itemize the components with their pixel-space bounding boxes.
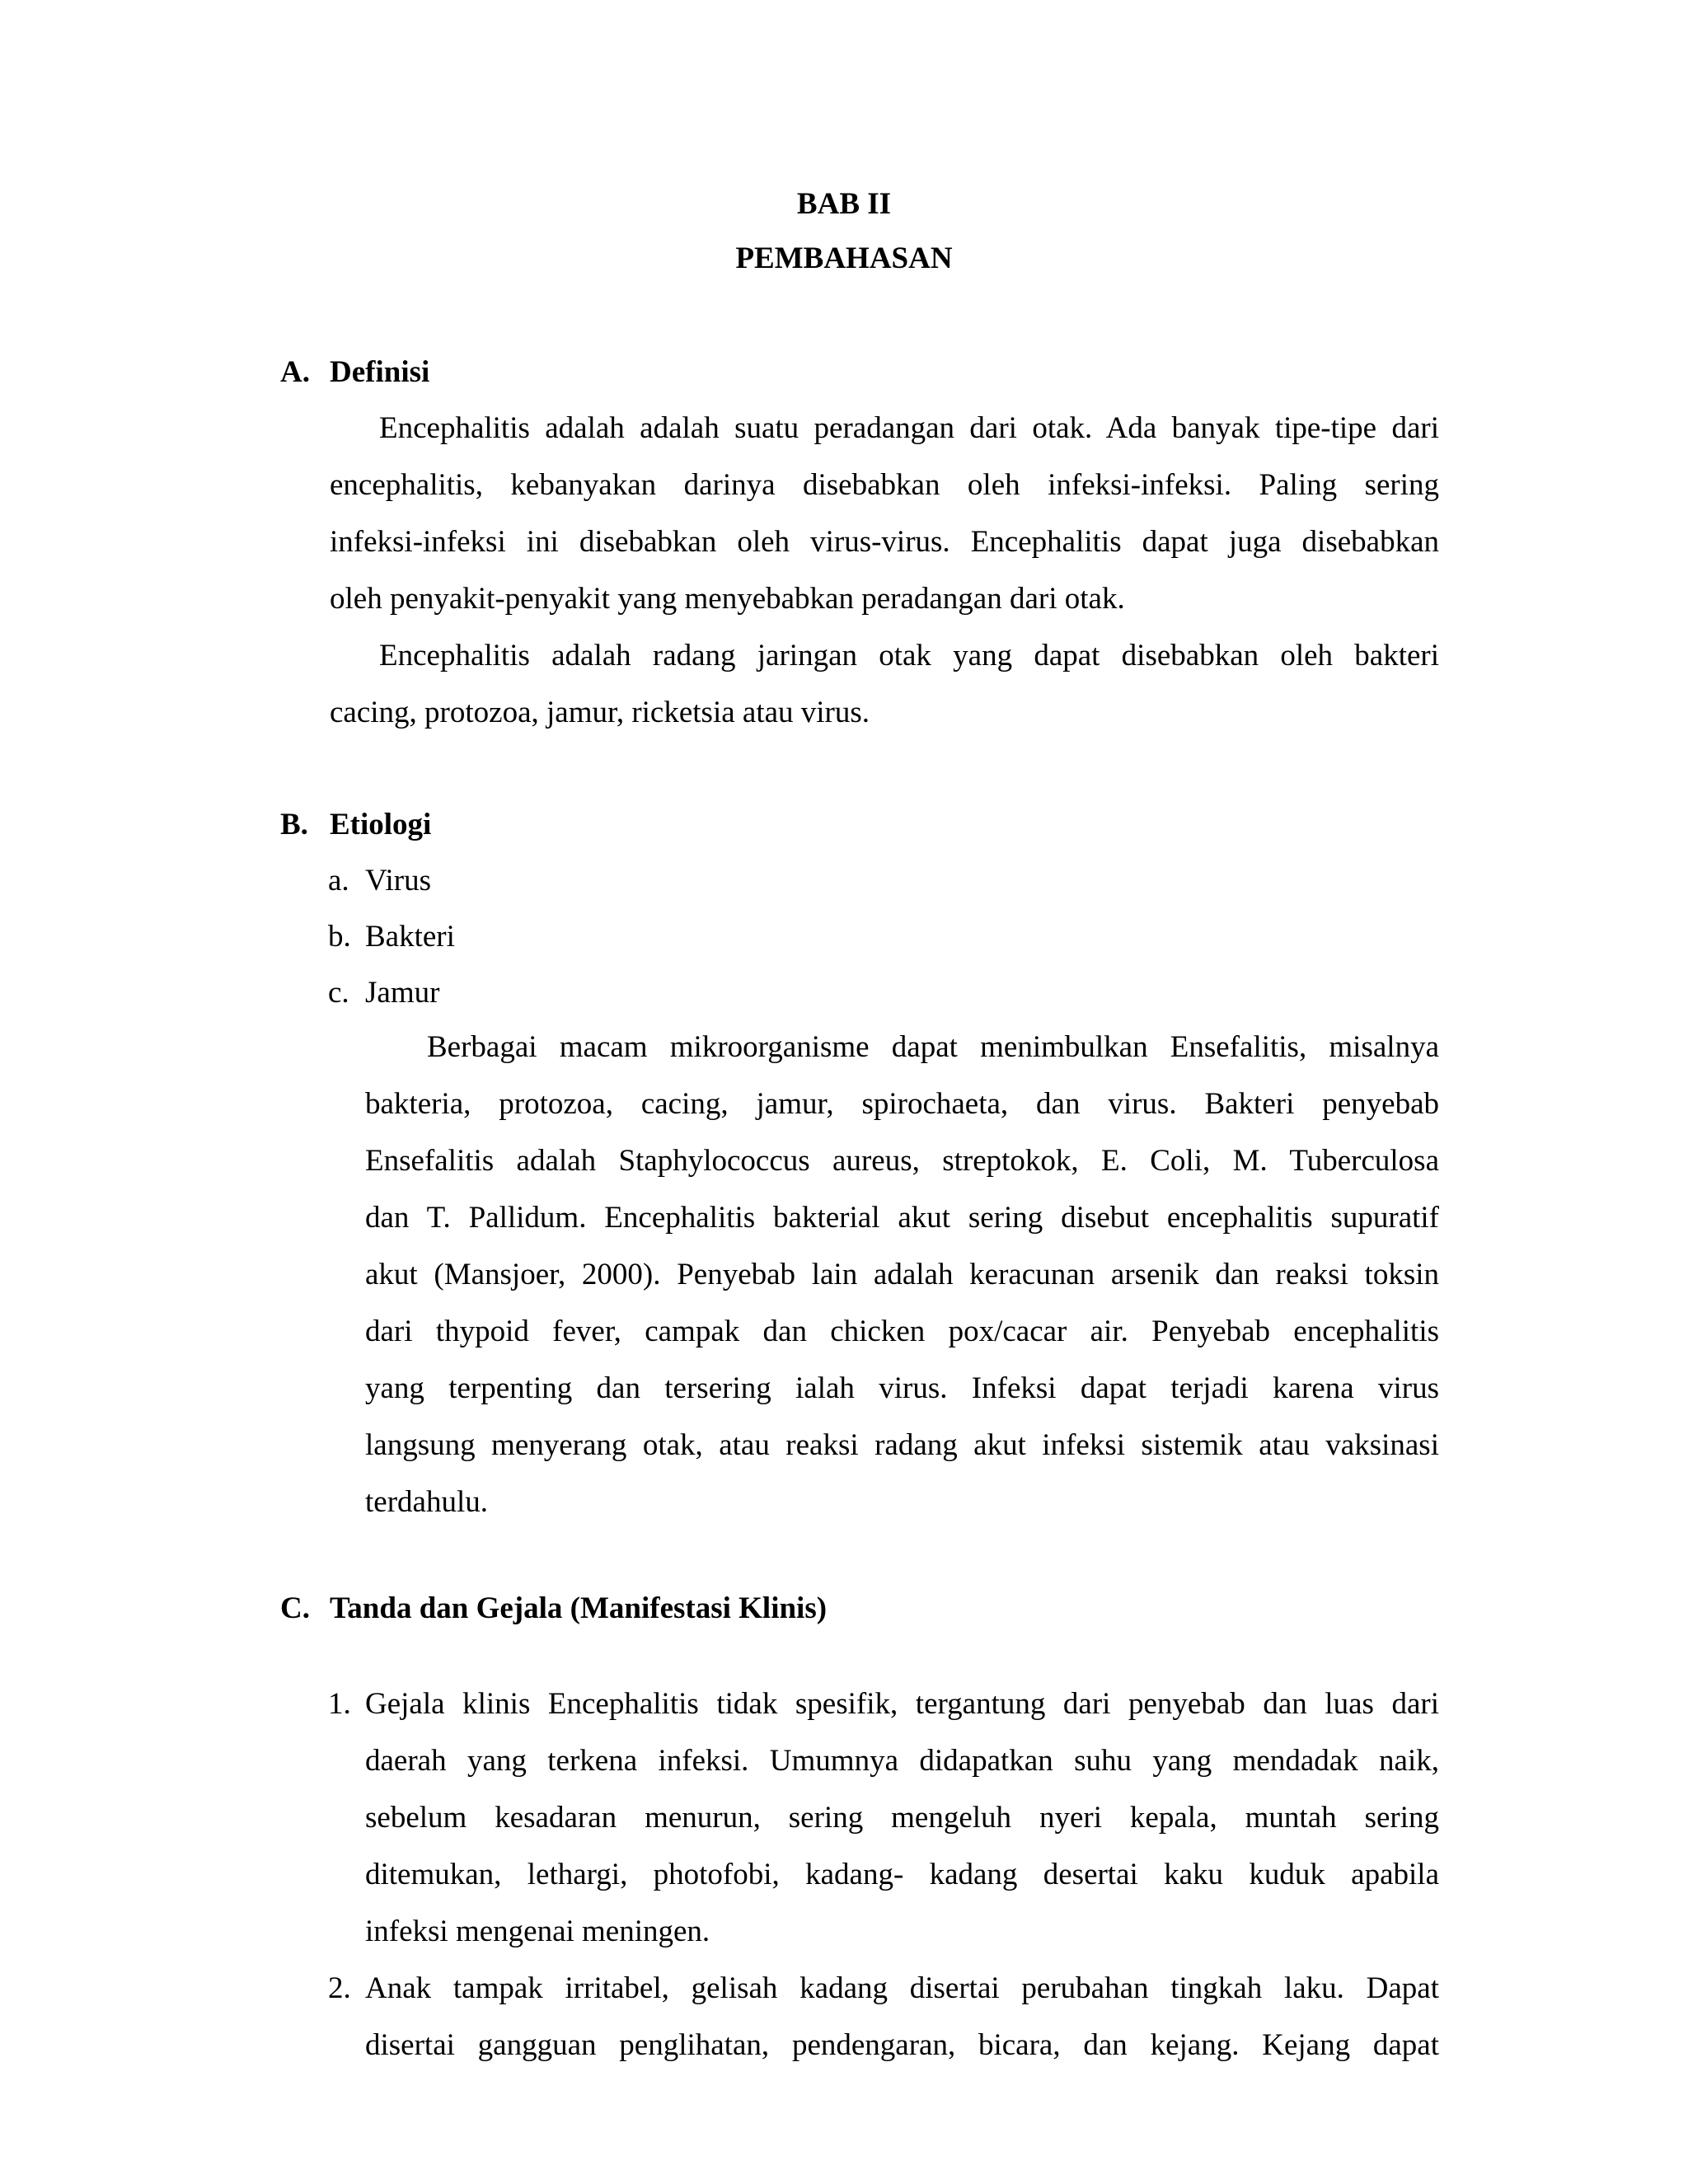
section-b-heading <box>280 808 431 841</box>
text-line: dan T. Pallidum. Encephalitis bakterial akut sering disebut encephalitis supuratif <box>365 1201 1439 1235</box>
section-a-letter: A. <box>280 355 310 389</box>
list-item-text: Bakteri <box>365 920 455 954</box>
list-item-text: Jamur <box>365 976 440 1010</box>
text-line: Berbagai macam mikroorganisme dapat menimbulkan Ensefalitis, misalnya <box>427 1030 1439 1064</box>
text-line: infeksi mengenai meningen. <box>365 1915 710 1948</box>
text-line: sebelum kesadaran menurun, sering mengeluh nyeri kepala, muntah sering <box>365 1801 1439 1835</box>
chapter-title: PEMBAHASAN <box>735 241 953 275</box>
text-line: cacing, protozoa, jamur, ricketsia atau virus. <box>330 696 870 729</box>
section-b-title: Etiologi <box>330 808 432 841</box>
text-line: disertai gangguan penglihatan, pendengaran, bicara, dan kejang. Kejang dapat <box>365 2028 1439 2062</box>
list-marker: 2. <box>328 1971 351 2005</box>
text-line: akut (Mansjoer, 2000). Penyebab lain adalah keracunan arsenik dan reaksi toksin <box>365 1258 1439 1291</box>
text-line: langsung menyerang otak, atau reaksi radang akut infeksi sistemik atau vaksinasi <box>365 1428 1439 1462</box>
list-item-body <box>365 1675 1439 1960</box>
definition-paragraph-1 <box>330 400 1439 627</box>
text-line: infeksi-infeksi ini disebabkan oleh virus-virus. Encephalitis dapat juga disebabkan <box>330 525 1439 559</box>
etiology-paragraph <box>365 1019 1439 1530</box>
chapter-number: BAB II <box>796 187 892 221</box>
text-line: bakteria, protozoa, cacing, jamur, spirochaeta, dan virus. Bakteri penyebab <box>365 1087 1439 1121</box>
text-line: oleh penyakit-penyakit yang menyebabkan peradangan dari otak. <box>330 582 1125 616</box>
text-line: ditemukan, lethargi, photofobi, kadang- kadang desertai kaku kuduk apabila <box>365 1858 1439 1891</box>
text-line: dari thypoid fever, campak dan chicken pox/cacar air. Penyebab encephalitis <box>365 1315 1439 1348</box>
text-line: Ensefalitis adalah Staphylococcus aureus, streptokok, E. Coli, M. Tuberculosa <box>365 1144 1439 1178</box>
list-item-body <box>365 1960 1439 2074</box>
text-line: terdahulu. <box>365 1485 488 1519</box>
text-line: Encephalitis adalah radang jaringan otak yang dapat disebabkan oleh bakteri <box>379 639 1439 673</box>
list-marker: b. <box>328 920 351 954</box>
section-c-letter: C. <box>280 1591 310 1625</box>
text-line: encephalitis, kebanyakan darinya disebabkan oleh infeksi-infeksi. Paling sering <box>330 468 1439 502</box>
section-a-heading <box>280 356 429 389</box>
section-c-heading <box>280 1592 827 1625</box>
list-item-text: Virus <box>365 864 431 898</box>
section-c-title: Tanda dan Gejala (Manifestasi Klinis) <box>330 1591 828 1625</box>
text-line: Anak tampak irritabel, gelisah kadang disertai perubahan tingkah laku. Dapat <box>365 1971 1439 2005</box>
text-line: yang terpenting dan tersering ialah virus. Infeksi dapat terjadi karena virus <box>365 1371 1439 1405</box>
etiology-item-a <box>328 865 431 898</box>
list-marker: a. <box>328 864 349 898</box>
etiology-item-b <box>328 921 455 954</box>
list-marker: 1. <box>328 1687 351 1721</box>
text-line: daerah yang terkena infeksi. Umumnya didapatkan suhu yang mendadak naik, <box>365 1744 1439 1778</box>
etiology-item-c <box>328 977 439 1010</box>
text-line: Gejala klinis Encephalitis tidak spesifik, tergantung dari penyebab dan luas dari <box>365 1687 1439 1721</box>
list-marker: c. <box>328 976 349 1010</box>
definition-paragraph-2 <box>330 627 1439 741</box>
symptom-item-1 <box>328 1675 1439 1960</box>
section-a-title: Definisi <box>330 355 430 389</box>
section-b-letter: B. <box>280 808 308 841</box>
text-line: Encephalitis adalah adalah suatu peradangan dari otak. Ada banyak tipe-tipe dari <box>379 411 1439 445</box>
symptom-item-2 <box>328 1960 1439 2074</box>
